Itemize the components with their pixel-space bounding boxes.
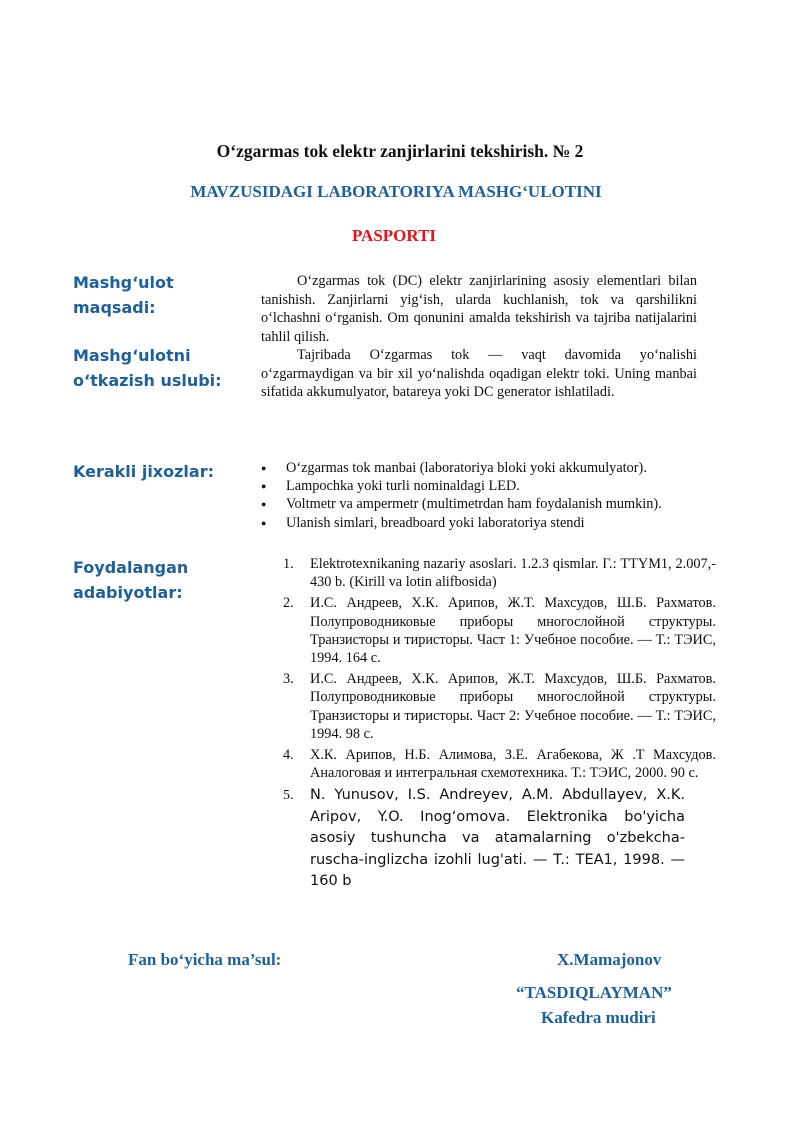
document-title: O‘zgarmas tok elektr zanjirlarini tekshirish. № 2 <box>216 141 584 161</box>
method-paragraph: Tajribada O‘zgarmas tok — vaqt davomida yo‘nalishi o‘zgarmaydigan va bir xil yo‘nalishda oqadigan elektr toki. Uning manbai sifatida akkumulyator, batareya yoki DC generator ishlatiladi. <box>261 347 697 400</box>
responsible-name: X.Mamajonov <box>557 950 662 969</box>
passport-heading: PASPORTI <box>351 226 437 245</box>
list-item: ● Ulanish simlari, breadboard yoki laboratoriya stendi <box>261 514 711 532</box>
head-of-department: Kafedra mudiri <box>541 1008 656 1027</box>
equipment-list <box>261 459 711 532</box>
responsible-label: Fan bo‘yicha ma’sul: <box>128 950 282 969</box>
list-item: 5. N. Yunusov, I.S. Andreyev, A.M. Abdullayev, X.K. Aripov, Y.O. Inog‘omova. Elektronika bo'yicha asosiy tushuncha va atamalarning o'zbekcha-ruscha-inglizcha izohli lug'ati. — T.: TEA1, 1998. — 160 b <box>283 787 685 890</box>
list-item: 3. И.С. Андреев, Х.К. Арипов, Ж.Т. Махсудов, Ш.Б. Рахматов. Полупроводниковые приборы многослойной структуры. Транзисторы и тиристоры. Част 2: Учебное пособие. — Т.: ТЭИС, 1994. 98 с. <box>283 671 716 742</box>
label-literature: Foydalangan adabiyotlar: <box>73 558 189 602</box>
approve-stamp: “TASDIQLAYMAN” <box>516 983 672 1002</box>
document-subtitle: MAVZUSIDAGI LABORATORIYA MASHG‘ULOTINI <box>190 182 602 201</box>
goal-paragraph: O‘zgarmas tok (DC) elektr zanjirlarining asosiy elementlari bilan tanishish. Zanjirlarni yig‘ish, ularda kuchlanish, tok va qarshilikni o‘lchashni o‘rganish. Om qonunini amalda tekshirish va tajriba natijalarini tahlil qilish. <box>261 273 697 345</box>
list-item: 1. Elektrotexnikaning nazariy asoslari. 1.2.3 qismlar. Г.: TTYM1, 2.007,- 430 b. (Kirill va lotin alifbosida) <box>283 556 716 591</box>
list-item: ● Lampochka yoki turli nominaldagi LED. <box>261 477 711 495</box>
label-method: Mashg‘ulotni o‘tkazish uslubi: <box>73 346 222 390</box>
reference-list <box>283 555 716 896</box>
list-item: ● O‘zgarmas tok manbai (laboratoriya bloki yoki akkumulyator). <box>261 459 711 477</box>
label-goal: Mashg‘ulot maqsadi: <box>73 273 174 317</box>
list-item: 4. Х.К. Арипов, Н.Б. Алимова, З.Е. Агабекова, Ж .Т Махсудов. Аналоговая и интегральная схемотехника. Т.: ТЭИС, 2000. 90 с. <box>283 747 716 782</box>
label-equipment: Kerakli jixozlar: <box>73 462 214 481</box>
list-item: ● Voltmetr va ampermetr (multimetrdan ham foydalanish mumkin). <box>261 495 711 513</box>
list-item: 2. И.С. Андреев, Х.К. Арипов, Ж.Т. Махсудов, Ш.Б. Рахматов. Полупроводниковые приборы многослойной структуры. Транзисторы и тиристоры. Част 1: Учебное пособие. — Т.: ТЭИС, 1994. 164 с. <box>283 595 716 667</box>
